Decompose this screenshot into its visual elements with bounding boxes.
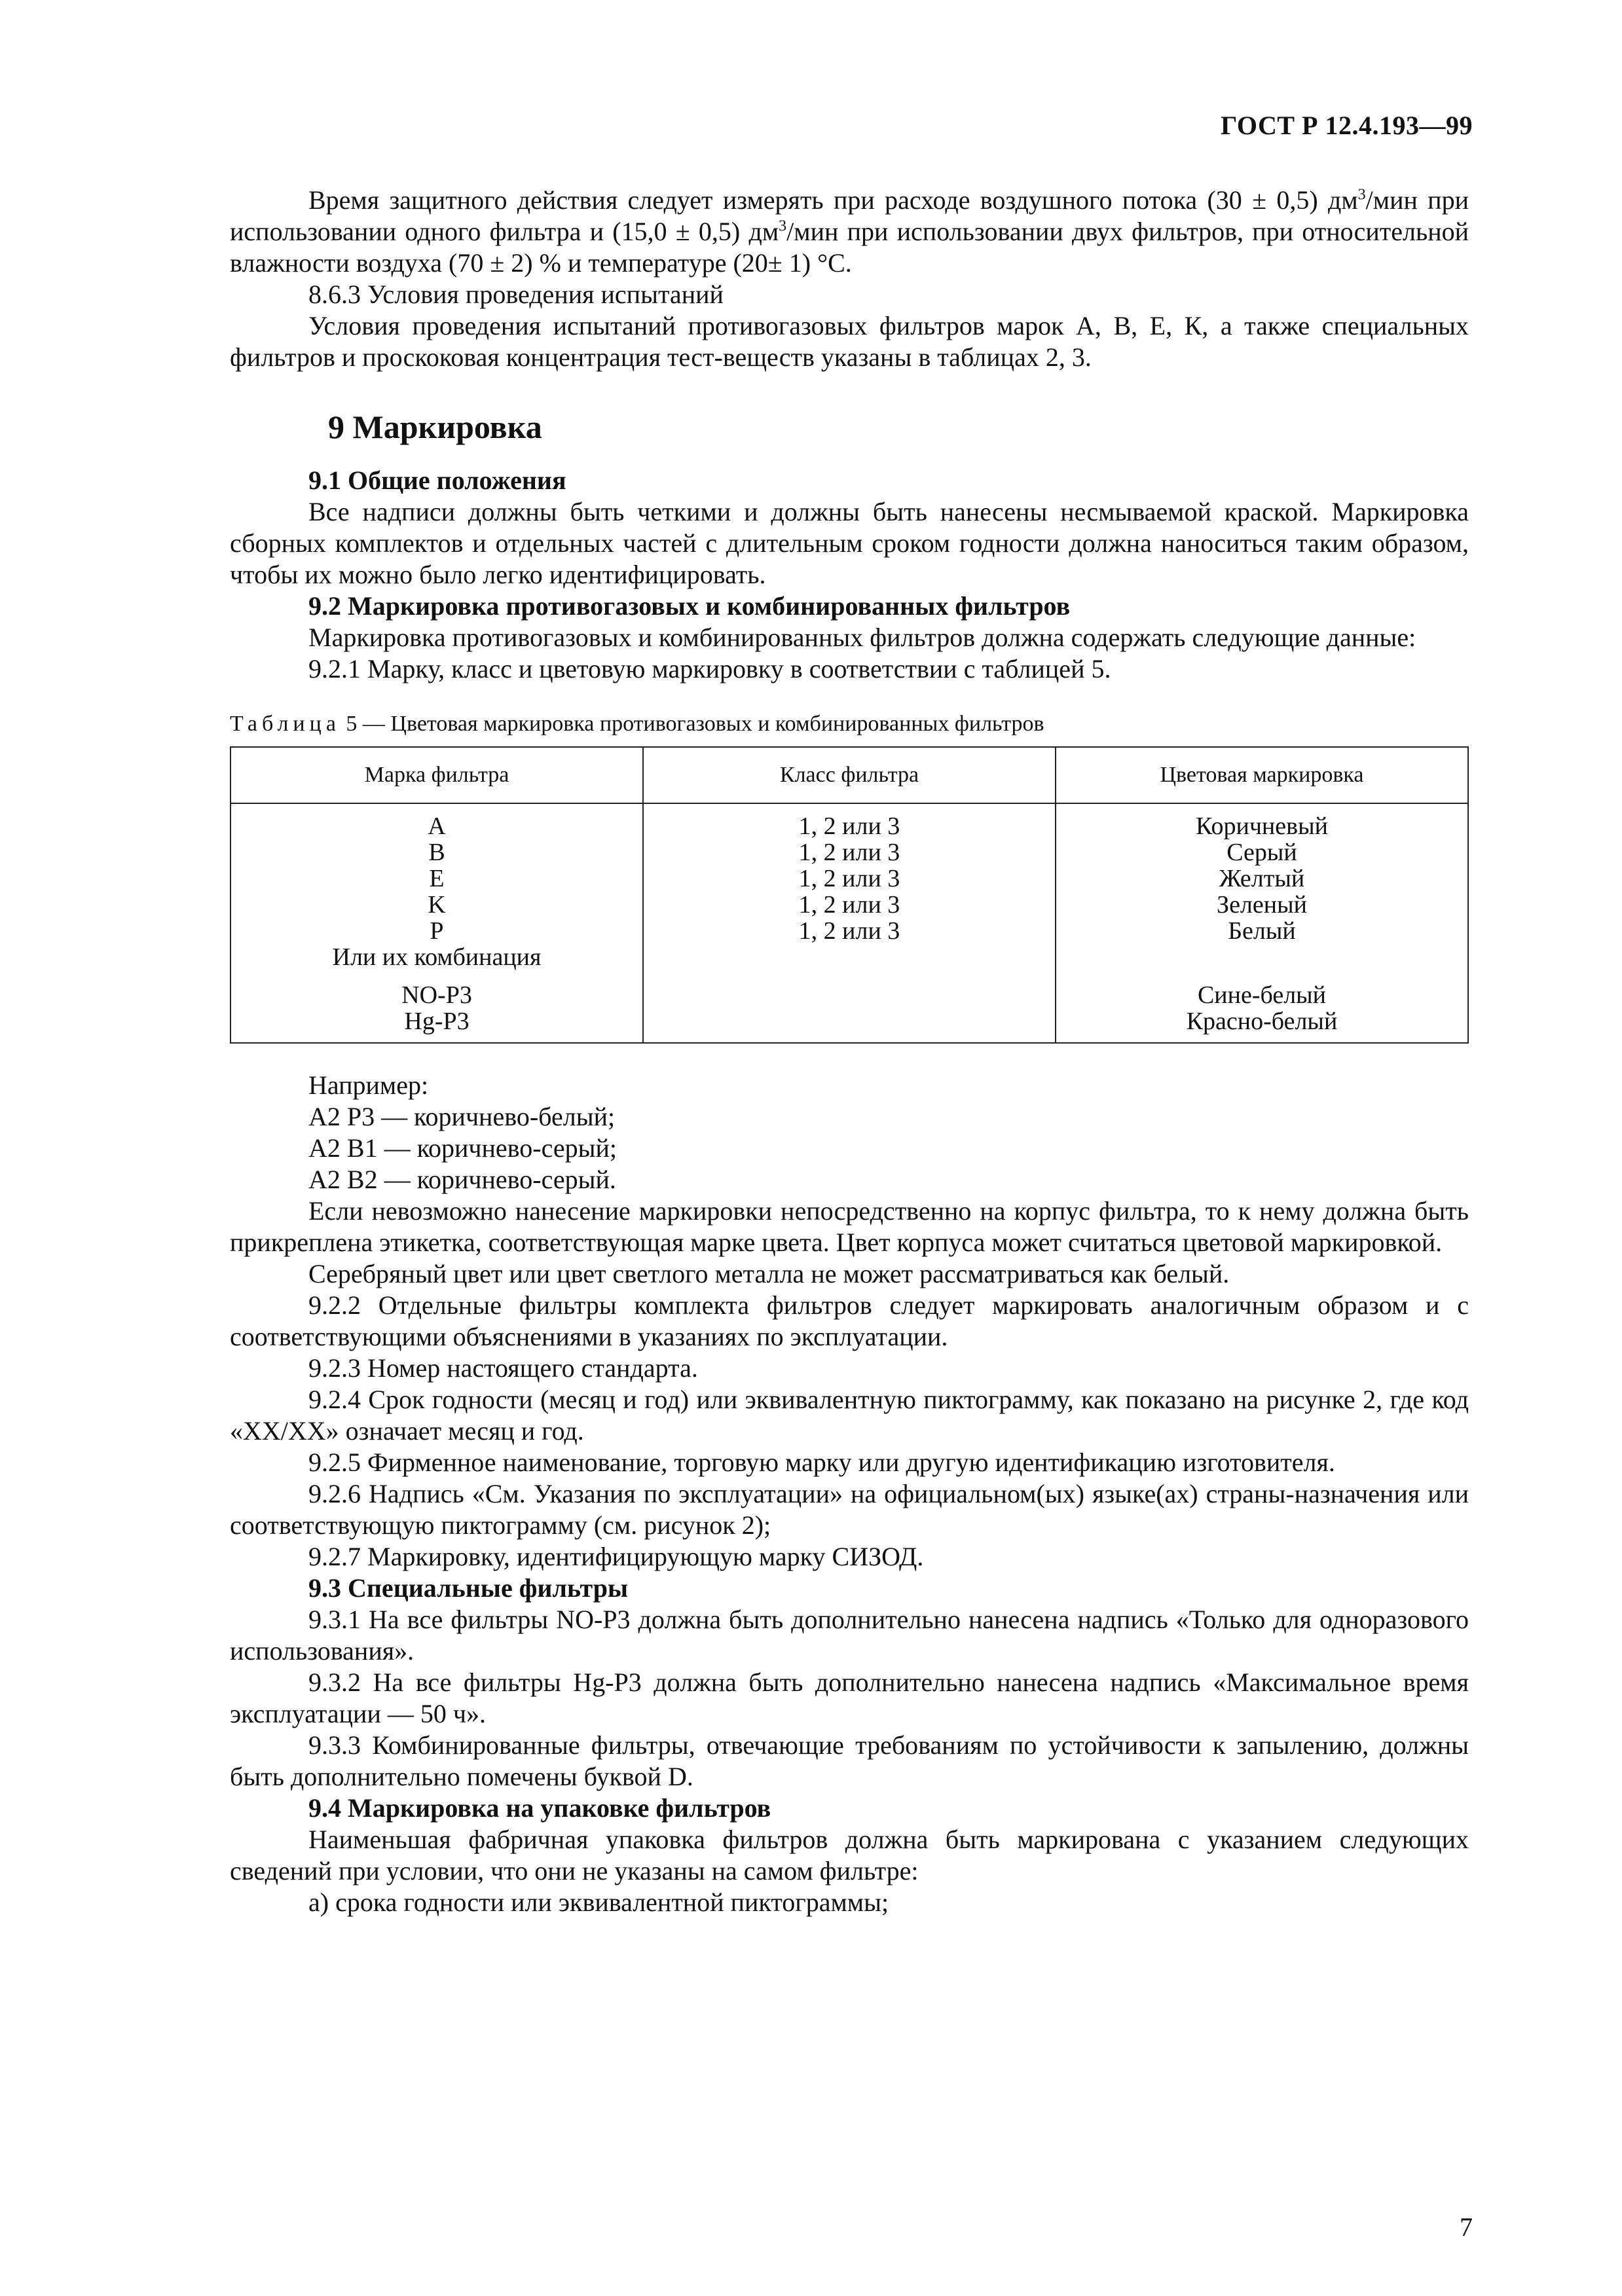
airflow-text-3: /мин при использовании двух фильтров, при относительной влажности воздуха (70 ± 2) % и температуре (20± 1) °С. <box>230 217 1469 278</box>
clause-9-3-title: 9.3 Специальные фильтры <box>308 1573 629 1603</box>
superscript-3: 3 <box>1357 186 1366 204</box>
colors-cell <box>1056 803 1468 1043</box>
classes-cell <box>643 803 1056 1043</box>
test-conditions-paragraph: Условия проведения испытаний противогазовых фильтров марок А, В, Е, К, а также специальных фильтров и проскоковая концентрация тест-веществ указаны в таблицах 2, 3. <box>230 311 1469 372</box>
color-a: Коричневый <box>1196 812 1328 840</box>
clause-9-3-3: 9.3.3 Комбинированные фильтры, отвечающие требованиям по устойчивости к запылению, должны быть дополнительно помечены буквой D. <box>230 1730 1469 1791</box>
color-empty <box>1056 944 1467 970</box>
table-row <box>230 803 1468 1043</box>
class-k: 1, 2 или 3 <box>798 891 900 919</box>
clause-9-3-1: 9.3.1 На все фильтры NO-P3 должна быть дополнительно нанесена надпись «Только для одноразового использования». <box>230 1605 1469 1666</box>
example-1: A2 P3 — коричнево-белый; <box>308 1102 616 1131</box>
clause-9-2-7: 9.2.7 Маркировку, идентифицирующую марку СИЗОД. <box>308 1542 924 1571</box>
clause-9-4-title: 9.4 Маркировка на упаковке фильтров <box>308 1793 771 1823</box>
mark-k: K <box>428 891 446 919</box>
color-e: Желтый <box>1219 865 1305 892</box>
color-p: Белый <box>1228 917 1296 945</box>
clause-9-2-6: 9.2.6 Надпись «См. Указания по эксплуатации» на официальном(ых) языке(ах) страны-назначения или соответствующую пиктограмму (см. рисунок 2); <box>230 1479 1469 1540</box>
example-label: Например: <box>308 1070 429 1100</box>
color-no-p3: Сине-белый <box>1197 981 1327 1009</box>
col-header-mark: Марка фильтра <box>230 747 643 803</box>
silver-paragraph: Серебряный цвет или цвет светлого металла не может рассматриваться как белый. <box>308 1259 1230 1288</box>
clause-9-1-title: 9.1 Общие положения <box>308 465 566 495</box>
table-header-row <box>230 747 1468 803</box>
col-header-color: Цветовая маркировка <box>1056 747 1468 803</box>
class-a: 1, 2 или 3 <box>798 812 900 840</box>
clause-9-2-1: 9.2.1 Марку, класс и цветовую маркировку в соответствии с таблицей 5. <box>308 654 1111 683</box>
clause-9-2-4: 9.2.4 Срок годности (месяц и год) или эквивалентную пиктограмму, как показано на рисунке 2, где код «XX/XX» означает месяц и год. <box>230 1385 1469 1446</box>
airflow-text-1: Время защитного действия следует измерять при расходе воздушного потока (30 ± 0,5) дм <box>308 185 1358 215</box>
clause-9-4-text: Наименьшая фабричная упаковка фильтров должна быть маркирована с указанием следующих сведений при условии, что они не указаны на самом фильтре: <box>230 1825 1469 1886</box>
cell-spacer <box>231 970 642 982</box>
clause-9-4-a: а) срока годности или эквивалентной пиктограммы; <box>308 1887 889 1917</box>
table-5-caption <box>230 711 1469 737</box>
marks-cell <box>230 803 643 1043</box>
mark-e: E <box>429 865 445 892</box>
table-caption-label: Таблица <box>230 712 341 736</box>
mark-combination: Или их комбинация <box>332 943 542 971</box>
mark-a: A <box>428 812 446 840</box>
table-5 <box>230 746 1469 1044</box>
page-content <box>230 185 1469 1918</box>
class-p: 1, 2 или 3 <box>798 917 900 945</box>
clause-9-2-text: Маркировка противогазовых и комбинированных фильтров должна содержать следующие данные: <box>308 623 1416 652</box>
mark-b: B <box>428 839 445 866</box>
clause-9-2-3: 9.2.3 Номер настоящего стандарта. <box>308 1353 698 1383</box>
page-number: 7 <box>1460 2212 1473 2242</box>
mark-hg-p3: Hg-P3 <box>404 1008 470 1035</box>
cell-spacer <box>1056 970 1467 982</box>
col-header-class: Класс фильтра <box>643 747 1056 803</box>
class-e: 1, 2 или 3 <box>798 865 900 892</box>
example-3: A2 B2 — коричнево-серый. <box>308 1165 616 1194</box>
table-caption-text: 5 — Цветовая маркировка противогазовых и комбинированных фильтров <box>340 712 1044 736</box>
class-b: 1, 2 или 3 <box>798 839 900 866</box>
superscript-3b: 3 <box>779 217 787 235</box>
airflow-text-2: /мин при использовании одного фильтра и (15,0 ± 0,5) дм <box>230 185 1469 246</box>
section-9-title: 9 Маркировка <box>328 409 542 445</box>
color-k: Зеленый <box>1217 891 1307 919</box>
clause-8-6-3: 8.6.3 Условия проведения испытаний <box>308 280 724 309</box>
color-hg-p3: Красно-белый <box>1186 1008 1338 1035</box>
intro-paragraph-airflow <box>230 185 1469 279</box>
clause-9-2-title: 9.2 Маркировка противогазовых и комбинированных фильтров <box>308 591 1071 621</box>
color-b: Серый <box>1226 839 1297 866</box>
clause-9-2-2: 9.2.2 Отдельные фильтры комплекта фильтров следует маркировать аналогичным образом и с соответствующими объяснениями в указаниях по эксплуатации. <box>230 1290 1469 1351</box>
example-2: A2 B1 — коричнево-серый; <box>308 1133 617 1163</box>
clause-9-1-text: Все надписи должны быть четкими и должны быть нанесены несмываемой краской. Маркировка сборных комплектов и отдельных частей с длительным сроком годности должна наноситься таким образом, чтобы их можно было легко идентифицировать. <box>230 497 1469 589</box>
standard-header: ГОСТ Р 12.4.193—99 <box>1220 111 1473 140</box>
mark-no-p3: NO-P3 <box>401 981 472 1009</box>
clause-9-3-2: 9.3.2 На все фильтры Hg-P3 должна быть дополнительно нанесена надпись «Максимальное время эксплуатации — 50 ч». <box>230 1667 1469 1728</box>
mark-p: P <box>430 917 444 945</box>
label-paragraph: Если невозможно нанесение маркировки непосредственно на корпус фильтра, то к нему должна быть прикреплена этикетка, соответствующая марке цвета. Цвет корпуса может считаться цветовой маркировкой. <box>230 1196 1469 1257</box>
spacer <box>230 1044 1469 1070</box>
clause-9-2-5: 9.2.5 Фирменное наименование, торговую марку или другую идентификацию изготовителя. <box>308 1448 1335 1477</box>
